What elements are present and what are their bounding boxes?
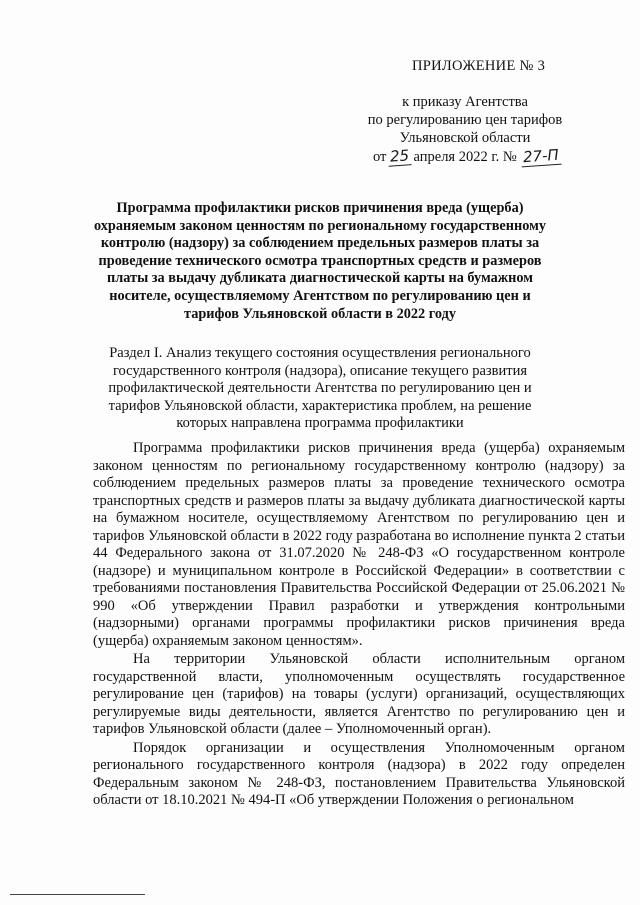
paragraph: Порядок организации и осуществления Уполномоченным органом регионального государственного контроля (надзора) в 2022 году определен Федеральным законом № 248-ФЗ, постановлением Правительства Ульяновской области от 18.10.2021 № 494-П «Об утверждении Положения о региональном [93, 739, 625, 808]
handwritten-day: 25 [388, 146, 412, 167]
order-line: Ульяновской области [399, 130, 531, 146]
body-text [93, 440, 625, 811]
program-title: Программа профилактики рисков причинения вреда (ущерба) охраняемым законом ценностям по региональному государственному контролю (надзору) за соблюдением предельных размеров платы за проведение технического осмотра транспортных средств и размеров платы за выдачу дубликата диагностической карты на бумажном носителе, осуществляемому Агентством по регулированию цен и тарифов Ульяновской области в 2022 году [93, 200, 547, 322]
section-title: Раздел I. Анализ текущего состояния осуществления регионального государственного контроля (надзора), описание текущего развития профилактической деятельности Агентства по регулированию цен и тарифов Ульяновской области, характеристика проблем, на решение которых направлена программа профилактики [108, 345, 532, 432]
paragraph: Программа профилактики рисков причинения вреда (ущерба) охраняемым законом ценностям по региональному государственному контролю (надзору) за соблюдением предельных размеров платы за проведение технического осмотра транспортных средств и размеров платы за выдачу дубликата диагностической карты на бумажном носителе, осуществляемому Агентством по регулированию цен и тарифов Ульяновской области в 2022 году разработана во исполнение пункта 2 статьи 44 Федерального закона от 31.07.2020 № 248-ФЗ «О государственном контроле (надзоре) и муниципальном контроле в Российской Федерации» в соответствии с требованиями постановления Правительства Российской Федерации от 25.06.2021 № 990 «Об утверждении Правил разработки и утверждения контрольными (надзорными) органами программы профилактики рисков причинения вреда (ущерба) охраняемым законом ценностям». [93, 440, 625, 649]
order-line: к приказу Агентства [402, 94, 528, 110]
handwritten-order-number: 27-П [520, 146, 561, 168]
date-rest: апреля 2022 г. № [413, 149, 517, 165]
order-date-line [373, 147, 561, 166]
appendix-title: ПРИЛОЖЕНИЕ № 3 [412, 58, 546, 74]
paragraph: На территории Ульяновской области исполнительным органом государственной власти, уполномоченным осуществлять государственное регулирование цен (тарифов) на товары (услуги) организаций, осуществляющих регулируемые виды деятельности, является Агентство по регулированию цен и тарифов Ульяновской области (далее – Уполномоченный орган). [93, 651, 625, 737]
order-reference [360, 93, 570, 147]
order-line: по регулированию цен тарифов [367, 112, 563, 128]
date-prefix: от [373, 149, 387, 165]
footnote-divider [10, 894, 145, 895]
